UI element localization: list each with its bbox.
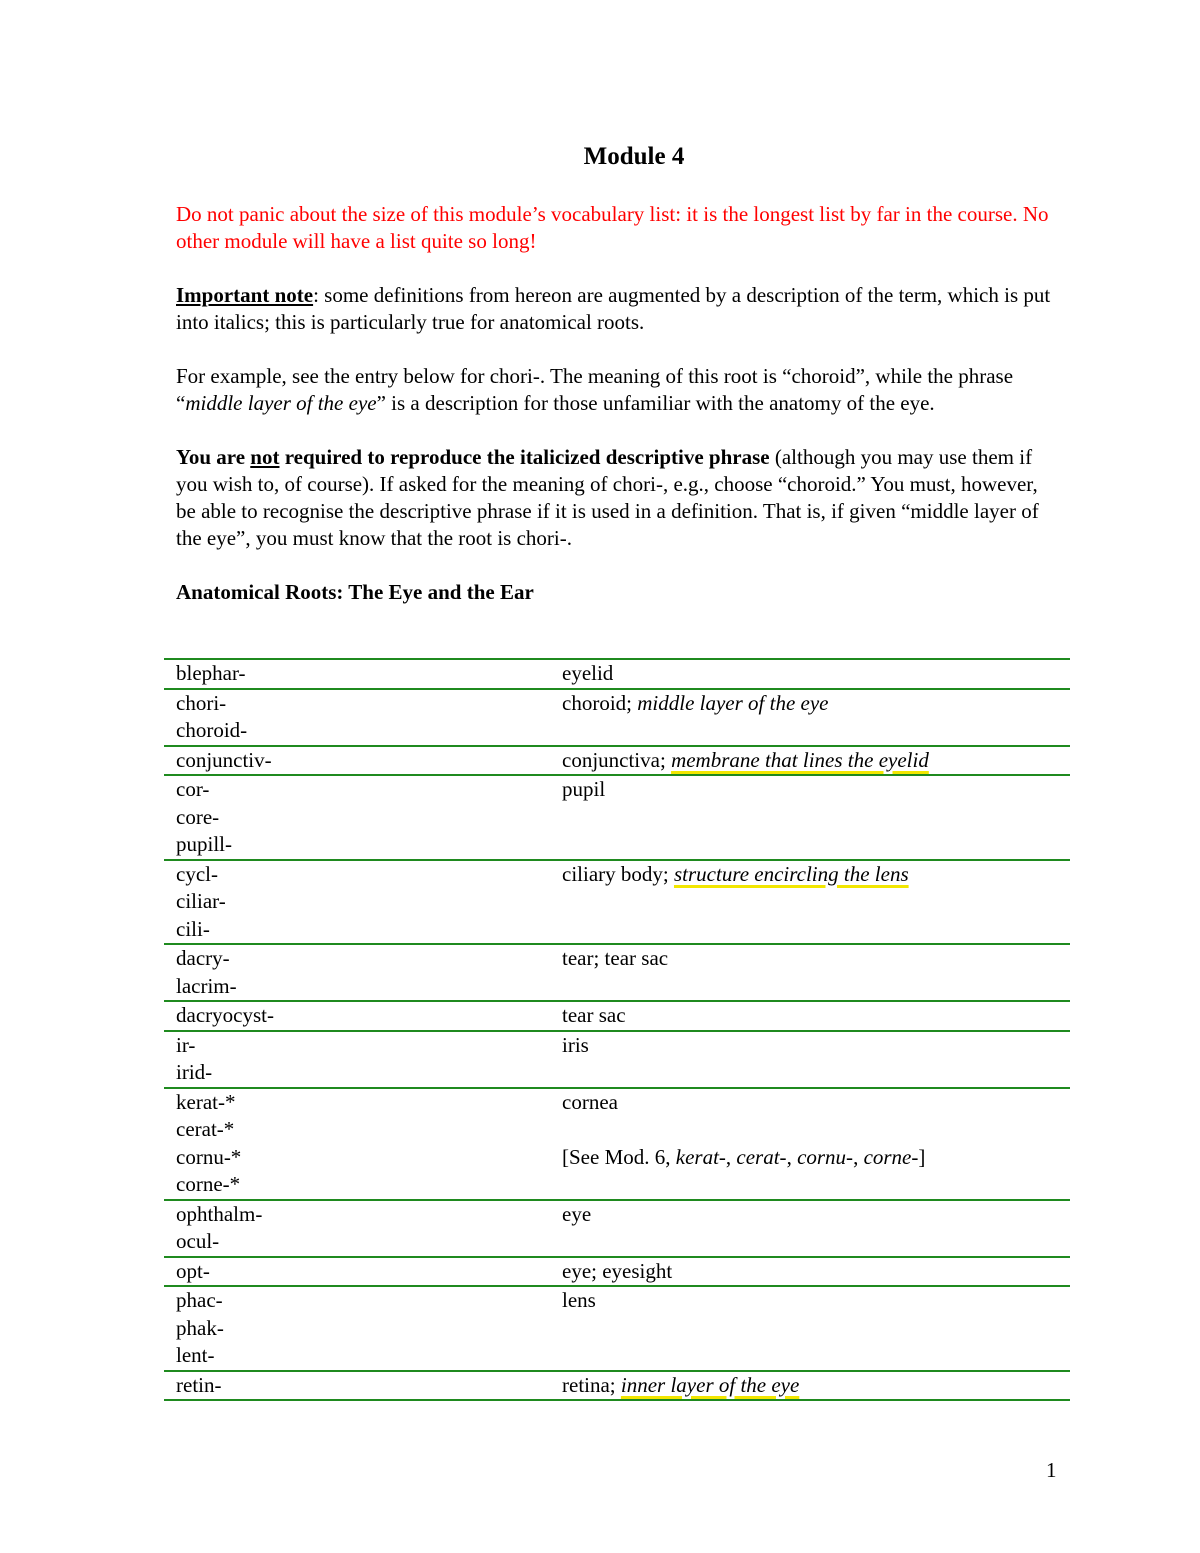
root-term: cornu-*: [176, 1144, 242, 1169]
vocabulary-table: [164, 658, 1070, 1401]
meaning-text: cornea: [562, 1089, 618, 1114]
root-term: kerat-*: [176, 1089, 236, 1114]
root-term: dacry-: [176, 946, 230, 970]
root-cell: [164, 1200, 550, 1257]
root-cell: [164, 746, 550, 776]
root-cell: [164, 775, 550, 860]
root-term: cili-: [176, 916, 210, 941]
root-cell: [164, 1031, 550, 1088]
meaning-text: eyelid: [562, 661, 614, 685]
root-term: choroid-: [176, 718, 248, 742]
root-term: ophthalm-: [176, 1201, 263, 1226]
table-row: [164, 1286, 1070, 1371]
table-row: [164, 1088, 1070, 1200]
table-row: [164, 944, 1070, 1001]
meaning-text: lens: [562, 1288, 596, 1312]
meaning-cell: [550, 659, 1070, 689]
root-term: phac-: [176, 1288, 223, 1312]
example-text-1: For example, see the entry below for chori-. The meaning of this root is “choroid”, while the phrase “: [176, 364, 1014, 415]
root-cell: [164, 1088, 550, 1200]
meaning-text: ciliary body;: [562, 861, 674, 886]
root-term: lacrim-: [176, 973, 237, 998]
meaning-text: choroid;: [562, 690, 638, 715]
meaning-cell: [550, 1088, 1070, 1200]
page-number: 1: [1046, 1458, 1057, 1482]
section-heading: Anatomical Roots: The Eye and the Ear: [176, 580, 534, 604]
root-term: ir-: [176, 1032, 196, 1057]
meaning-text: iris: [562, 1032, 589, 1057]
root-cell: [164, 1371, 550, 1401]
meaning-text: tear sac: [562, 1003, 626, 1027]
meaning-cell: [550, 746, 1070, 776]
cross-reference-note: [See Mod. 6, kerat-, cerat-, cornu-, corne-]: [562, 1144, 926, 1169]
meaning-text: eye: [562, 1201, 592, 1226]
meaning-cell: [550, 1031, 1070, 1088]
root-cell: [164, 1001, 550, 1031]
table-row: [164, 860, 1070, 945]
root-cell: [164, 1257, 550, 1287]
table-row: [164, 746, 1070, 776]
root-cell: [164, 860, 550, 945]
example-italic: middle layer of the eye: [185, 391, 377, 415]
table-row: [164, 1257, 1070, 1287]
meaning-description: middle layer of the eye: [637, 690, 829, 715]
root-term: pupill-: [176, 832, 232, 856]
meaning-cell: [550, 944, 1070, 1001]
root-term: corne-*: [176, 1172, 241, 1196]
root-term: phak-: [176, 1315, 224, 1340]
root-term: lent-: [176, 1343, 215, 1367]
requirement-text: (although you may use them if you wish to, of course). If asked for the meaning of chori-, e.g., choose “choroid.” You must, however, be able to recognise the descriptive phrase if it is used in a definition. That is, if given “middle layer of the eye”, you must know that the root is chori-.: [176, 445, 1039, 550]
root-term: cor-: [176, 777, 210, 801]
note-text: : some definitions from hereon are augmented by a description of the term, which is put into italics; this is particularly true for anatomical roots.: [176, 283, 1051, 334]
requirement-paragraph: [176, 444, 1056, 552]
meaning-description: structure encircling the lens: [673, 861, 909, 886]
warning-text: Do not panic about the size of this module’s vocabulary list: it is the longest list by far in the course. No other module will have a list quite so long!: [176, 202, 1049, 253]
example-text-2: ” is a description for those unfamiliar with the anatomy of the eye.: [376, 391, 935, 415]
root-term: cycl-: [176, 861, 218, 886]
meaning-text: eye; eyesight: [562, 1258, 673, 1283]
table-row: [164, 1371, 1070, 1401]
table-row: [164, 775, 1070, 860]
table-row: [164, 659, 1070, 689]
meaning-cell: [550, 1200, 1070, 1257]
table-row: [164, 1031, 1070, 1088]
root-cell: [164, 944, 550, 1001]
root-term: ocul-: [176, 1229, 220, 1253]
requirement-bold-1: You are: [176, 445, 251, 469]
meaning-text: conjunctiva;: [562, 747, 672, 772]
example-paragraph: [176, 363, 1056, 417]
meaning-cell: [550, 1257, 1070, 1287]
root-term: dacryocyst-: [176, 1003, 274, 1027]
note-label: Important note: [176, 283, 314, 307]
meaning-cell: [550, 1371, 1070, 1401]
root-term: ciliar-: [176, 889, 226, 913]
root-term: retin-: [176, 1372, 222, 1397]
root-cell: [164, 689, 550, 746]
meaning-cell: [550, 1286, 1070, 1371]
table-row: [164, 1200, 1070, 1257]
root-term: opt-: [176, 1258, 210, 1283]
meaning-cell: [550, 1001, 1070, 1031]
table-row: [164, 689, 1070, 746]
table-row: [164, 1001, 1070, 1031]
meaning-text: pupil: [562, 777, 606, 801]
document-body: [176, 140, 1056, 606]
root-cell: [164, 659, 550, 689]
meaning-cell: [550, 689, 1070, 746]
meaning-description: inner layer of the eye: [620, 1372, 800, 1397]
meaning-cell: [550, 775, 1070, 860]
meaning-text: tear; tear sac: [562, 946, 669, 970]
important-note: [176, 282, 1056, 336]
meaning-cell: [550, 860, 1070, 945]
meaning-description: membrane that lines the eyelid: [671, 747, 929, 772]
meaning-text: retina;: [562, 1372, 621, 1397]
page-title: Module 4: [583, 143, 685, 170]
root-term: blephar-: [176, 661, 246, 685]
root-cell: [164, 1286, 550, 1371]
root-term: cerat-*: [176, 1117, 235, 1141]
root-term: conjunctiv-: [176, 747, 272, 772]
root-term: chori-: [176, 690, 227, 715]
requirement-bold-2: required to reproduce the italicized descriptive phrase: [279, 445, 770, 469]
requirement-bold-not: not: [250, 445, 280, 469]
root-term: core-: [176, 804, 220, 829]
root-term: irid-: [176, 1060, 213, 1084]
